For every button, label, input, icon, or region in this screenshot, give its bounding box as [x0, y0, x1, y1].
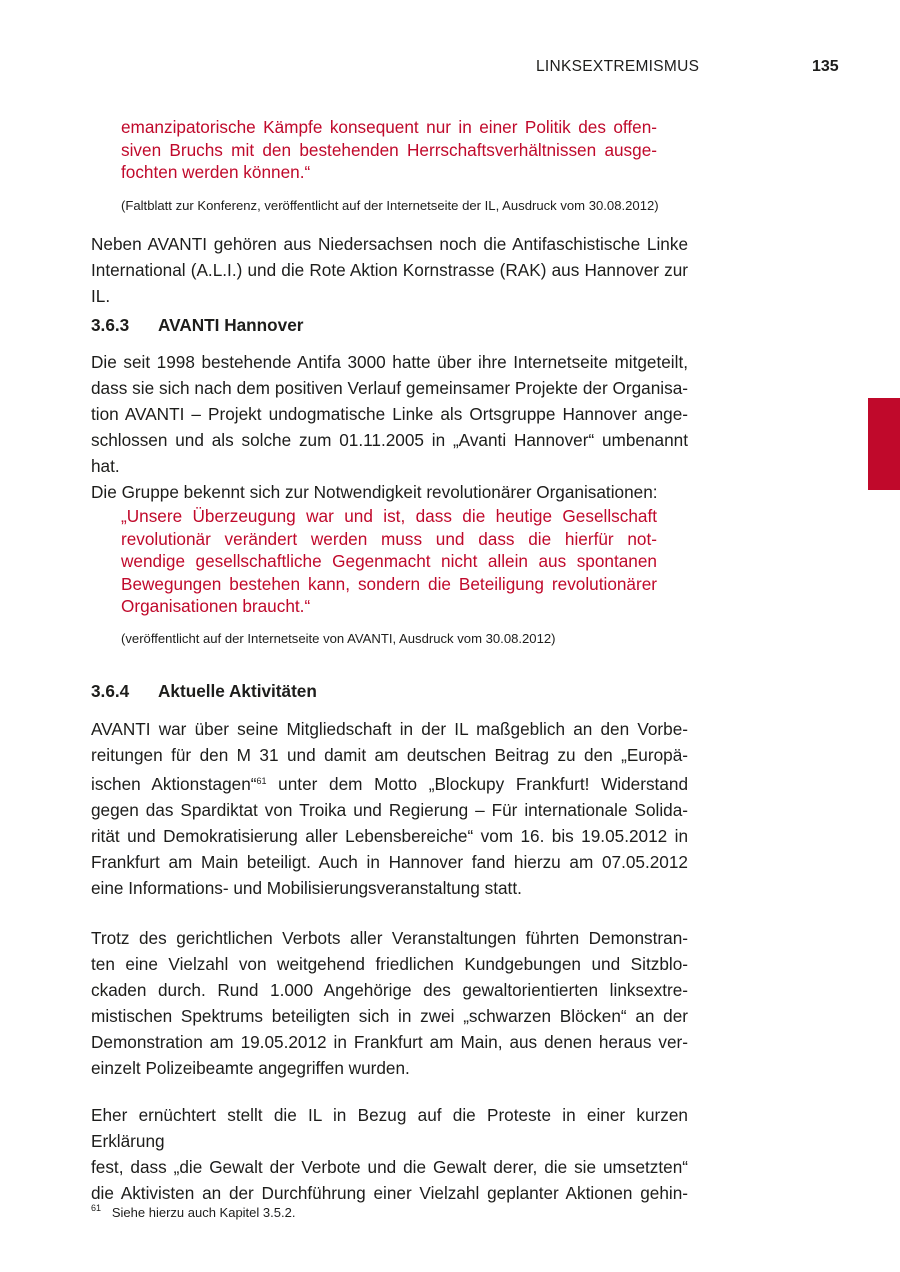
quote-line: Bewegungen bestehen kann, sondern die Beteiligung revolutionärer: [121, 573, 657, 594]
text-line: [91, 768, 688, 797]
text-line: schlossen und als solche zum 01.11.2005 in „Avanti Hannover“ umbenannt hat.: [91, 430, 688, 476]
text-line: dass sie sich nach dem positiven Verlauf gemeinsamer Projekte der Organisa-: [91, 378, 688, 398]
paragraph-2: [91, 349, 688, 505]
text-line: AVANTI war über seine Mitgliedschaft in der IL maßgeblich an den Vorbe-: [91, 719, 688, 739]
quote-line: wendige gesellschaftliche Gegenmacht nicht allein aus spontanen: [121, 551, 657, 572]
section-heading-3-6-3: [91, 314, 303, 336]
text-line: Neben AVANTI gehören aus Niedersachsen noch die Antifaschistische Linke: [91, 234, 688, 254]
footnote: [91, 1200, 295, 1221]
text-line: reitungen für den M 31 und damit am deutschen Beitrag zu den „Europä-: [91, 745, 688, 765]
chapter-tab-marker: [868, 398, 900, 490]
section-number: 3.6.3: [91, 315, 130, 335]
quote-block-2: [121, 505, 657, 618]
section-title: AVANTI Hannover: [158, 315, 304, 335]
text-line: mistischen Spektrums beteiligten sich in zwei „schwarzen Blöcken“ an der: [91, 1006, 688, 1026]
paragraph-5: [91, 1102, 688, 1206]
text-line: Die Gruppe bekennt sich zur Notwendigkeit revolutionärer Organisationen:: [91, 482, 658, 502]
quote-source-1: (Faltblatt zur Konferenz, veröffentlicht auf der Internetseite der IL, Ausdruck vom 30.08.2012): [121, 198, 659, 213]
text-line: rität und Demokratisierung aller Lebensbereiche“ vom 16. bis 19.05.2012 in: [91, 826, 688, 846]
footnote-text: Siehe hierzu auch Kapitel 3.5.2.: [111, 1205, 296, 1220]
text-line: die Aktivisten an der Durchführung einer Vielzahl geplanter Aktionen gehin-: [91, 1183, 688, 1203]
section-title: Aktuelle Aktivitäten: [158, 681, 317, 701]
text-line: International (A.L.I.) und die Rote Aktion Kornstrasse (RAK) aus Hannover zur IL.: [91, 260, 688, 306]
header-section-title: LINKSEXTREMISMUS: [536, 58, 700, 75]
text-line: ten eine Vielzahl von weitgehend friedlichen Kundgebungen und Sitzblo-: [91, 954, 688, 974]
text-line: tion AVANTI – Projekt undogmatische Linke als Ortsgruppe Hannover ange-: [91, 404, 688, 424]
text-line: Demonstration am 19.05.2012 in Frankfurt am Main, aus denen heraus ver-: [91, 1032, 688, 1052]
quote-line: emanzipatorische Kämpfe konsequent nur in einer Politik des offen-: [121, 117, 657, 137]
quote-source-2: (veröffentlicht auf der Internetseite von AVANTI, Ausdruck vom 30.08.2012): [121, 631, 556, 646]
text-line: Frankfurt am Main beteiligt. Auch in Hannover fand hierzu am 07.05.2012: [91, 852, 688, 872]
section-heading-3-6-4: [91, 680, 317, 702]
quote-line: Organisationen braucht.“: [121, 596, 311, 617]
quote-line: fochten werden können.“: [121, 162, 311, 183]
text-line: eine Informations- und Mobilisierungsveranstaltung statt.: [91, 878, 522, 898]
section-number: 3.6.4: [91, 681, 130, 701]
quote-line: revolutionär verändert werden muss und dass die hierfür not-: [121, 528, 657, 549]
text-line: fest, dass „die Gewalt der Verbote und die Gewalt derer, die sie umsetzten“: [91, 1157, 688, 1177]
text-line: einzelt Polizeibeamte angegriffen wurden.: [91, 1058, 410, 1078]
text-line: ckaden durch. Rund 1.000 Angehörige des gewaltorientierten linksextre-: [91, 980, 688, 1000]
page-number: 135: [812, 58, 839, 75]
paragraph-3: [91, 716, 688, 901]
quote-line: siven Bruchs mit den bestehenden Herrschaftsverhältnissen ausge-: [121, 139, 657, 160]
text-line: gegen das Spardiktat von Troika und Regierung – Für internationale Solida-: [91, 800, 688, 820]
quote-line: „Unsere Überzeugung war und ist, dass die heutige Gesellschaft: [121, 506, 657, 526]
text-fragment: ischen Aktionstagen“: [91, 774, 257, 794]
text-line: Trotz des gerichtlichen Verbots aller Veranstaltungen führten Demonstran-: [91, 928, 688, 948]
footnote-reference[interactable]: 61: [256, 776, 267, 786]
footnote-number: 61: [91, 1203, 102, 1213]
text-fragment: unter dem Motto „Blockupy Frankfurt! Widerstand: [266, 774, 689, 794]
paragraph-4: [91, 925, 688, 1081]
text-line: Eher ernüchtert stellt die IL in Bezug auf die Proteste in einer kurzen Erklärung: [91, 1105, 688, 1151]
paragraph-1: [91, 231, 688, 309]
quote-block-1: [121, 116, 657, 184]
text-line: Die seit 1998 bestehende Antifa 3000 hatte über ihre Internetseite mitgeteilt,: [91, 352, 688, 372]
